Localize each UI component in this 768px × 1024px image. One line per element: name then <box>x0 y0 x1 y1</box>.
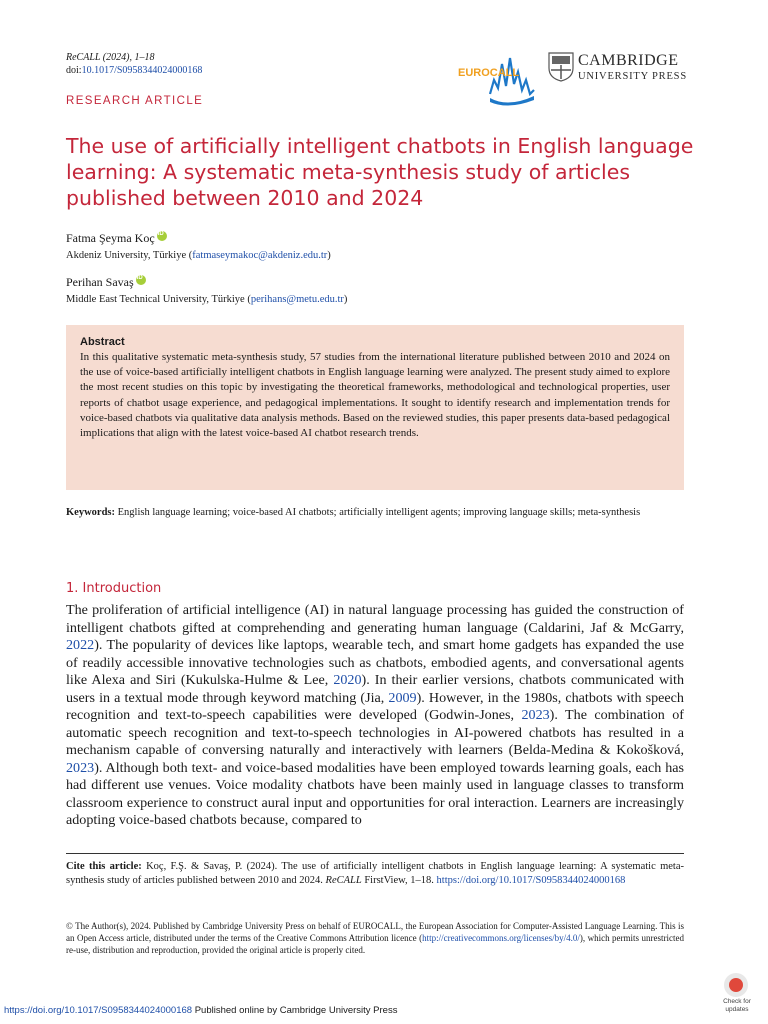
check-for-updates-badge[interactable] <box>716 973 758 1019</box>
citation-text: FirstView, 1–18. <box>361 875 437 886</box>
section-heading: 1. Introduction <box>66 581 162 596</box>
author-2-affiliation <box>66 294 347 305</box>
orcid-icon[interactable] <box>136 275 146 285</box>
article-type: RESEARCH ARTICLE <box>66 95 204 107</box>
reference-link[interactable]: 2022 <box>66 637 95 653</box>
paren-close: ) <box>327 250 331 261</box>
cambridge-logo <box>548 52 688 86</box>
article-title: The use of artificially intelligent chatbots in English language learning: A systematic meta-synthesis study of articles published between 2010 and 2024 <box>66 134 694 210</box>
body-text-segment: The proliferation of artificial intelligence (AI) in natural language processing has guided the construction of intelligent chatbots gifted at comprehending and generating human language (Caldarini, Jaf & McGarry, <box>66 602 684 636</box>
abstract-text: In this qualitative systematic meta-synthesis study, 57 studies from the international literature published between 2010 and 2024 on the use of voice-based artificially intelligent chatbots in English language learning were analyzed. The present study aimed to explore the most recent studies on this topic by investigating the theoretical frameworks, methodological and technological properties, user reports of chatbot usage experience, and pedagogical implementations. It sought to identify research and implementation trends for voice-based chatbots via qualitative data analysis methods. Based on the reviewed studies, this paper presents data-based pedagogical implications that align with the latest voice-based AI chatbot research trends. <box>80 351 670 440</box>
keywords-text: English language learning; voice-based AI chatbots; artificially intelligent agents; improving language skills; meta-synthesis <box>115 507 641 518</box>
license-link[interactable]: http://creativecommons.org/licenses/by/4.0/ <box>422 933 580 943</box>
doi-prefix: doi: <box>66 65 82 76</box>
license-text: ), which permits unrestricted re-use, distribution and reproduction, provided the original article is properly cited. <box>66 933 684 955</box>
reference-link[interactable]: 2023 <box>521 707 550 723</box>
author-1-email[interactable]: fatmaseymakoc@akdeniz.edu.tr <box>192 250 328 261</box>
badge-text <box>716 998 758 1013</box>
reference-link[interactable]: 2023 <box>66 759 95 776</box>
journal-name: ReCALL <box>66 52 101 63</box>
badge-line-1: Check for <box>723 998 751 1005</box>
author-2 <box>66 275 146 290</box>
citation <box>66 860 684 888</box>
author-2-email[interactable]: perihans@metu.edu.tr <box>250 294 344 305</box>
body-text-segment: ). In their earlier versions, chatbots communicated with users in a textual mode through keyword matching (Jia, <box>66 672 684 706</box>
author-1 <box>66 231 167 246</box>
doi-link[interactable]: 10.1017/S0958344024000168 <box>81 65 203 76</box>
body-text-segment: ). However, in the 1980s, chatbots with speech recognition and text-to-speech capabilities were developed (Godwin-Jones, <box>66 689 684 723</box>
body-text-segment: ). Although both text- and voice-based modalities have been employed towards learning goals, each has had different use venues. Voice modality chatbots have been mainly used in language classes to transform classroom experience to construct aural input and opportunities for oral interaction. Learners are increasingly adopting voice-based chatbots because, compared to <box>66 759 684 828</box>
affiliation-text: Akdeniz University, Türkiye ( <box>66 250 193 261</box>
bookmark-icon <box>729 978 743 992</box>
publisher-name: CAMBRIDGE <box>578 52 679 69</box>
body-text-segment: ). The popularity of devices like laptops, wearable tech, and smart home gadgets has expanded the use of readily accessible innovative technologies such as chatbots, embodied agents, and conversational agents like Alexa and Siri (Kukulska-Hulme & Lee, <box>66 637 684 688</box>
page-footer <box>4 1005 397 1016</box>
citation-label: Cite this article: <box>66 861 142 872</box>
body-text-segment: ). The combination of automatic speech recognition and text-to-speech technologies in AI-powered chatbots has resulted in a mechanism capable of conversing naturally and interactively with learners (Belda-Medina & Kokošková, <box>66 707 684 758</box>
divider <box>66 853 684 854</box>
author-2-name: Perihan Savaş <box>66 275 134 289</box>
reference-link[interactable]: 2020 <box>333 672 362 688</box>
abstract-heading: Abstract <box>80 336 125 348</box>
author-1-affiliation <box>66 250 331 261</box>
eurocall-logo <box>456 50 538 106</box>
footer-text: Published online by Cambridge University Press <box>192 1005 398 1016</box>
orcid-icon[interactable] <box>157 231 167 241</box>
citation-journal: ReCALL <box>325 875 362 886</box>
affiliation-text: Middle East Technical University, Türkiye ( <box>66 294 251 305</box>
reference-link[interactable]: 2009 <box>388 689 417 706</box>
license <box>66 920 684 956</box>
citation-doi-link[interactable]: https://doi.org/10.1017/S0958344024000168 <box>436 875 626 886</box>
paren-close: ) <box>343 294 348 305</box>
author-1-name: Fatma Şeyma Koç <box>66 231 155 245</box>
introduction-text <box>66 602 684 830</box>
badge-line-2: updates <box>725 1005 749 1013</box>
cambridge-shield-icon <box>548 52 574 82</box>
license-text: © The Author(s), 2024. Published by Cambridge University Press on behalf of EUROCALL, the European Association for Computer-Assisted Language Learning. This is an Open Access article, distributed under the terms of the Creative Commons Attribution licence ( <box>66 921 684 943</box>
eurocall-logo-text: EUROCALL <box>458 67 520 79</box>
footer-doi-link[interactable]: https://doi.org/10.1017/S0958344024000168 <box>4 1005 193 1016</box>
citation-text: Koç, F.Ş. & Savaş, P. (2024). The use of artificially intelligent chatbots in English language learning: A systematic meta-synthesis study of articles published between 2010 and 2024. <box>66 861 684 886</box>
keywords <box>66 505 684 520</box>
journal-info <box>66 51 202 77</box>
keywords-label: Keywords: <box>66 507 115 518</box>
publisher-subtitle: UNIVERSITY PRESS <box>578 71 687 82</box>
journal-meta: (2024), 1–18 <box>100 52 155 63</box>
